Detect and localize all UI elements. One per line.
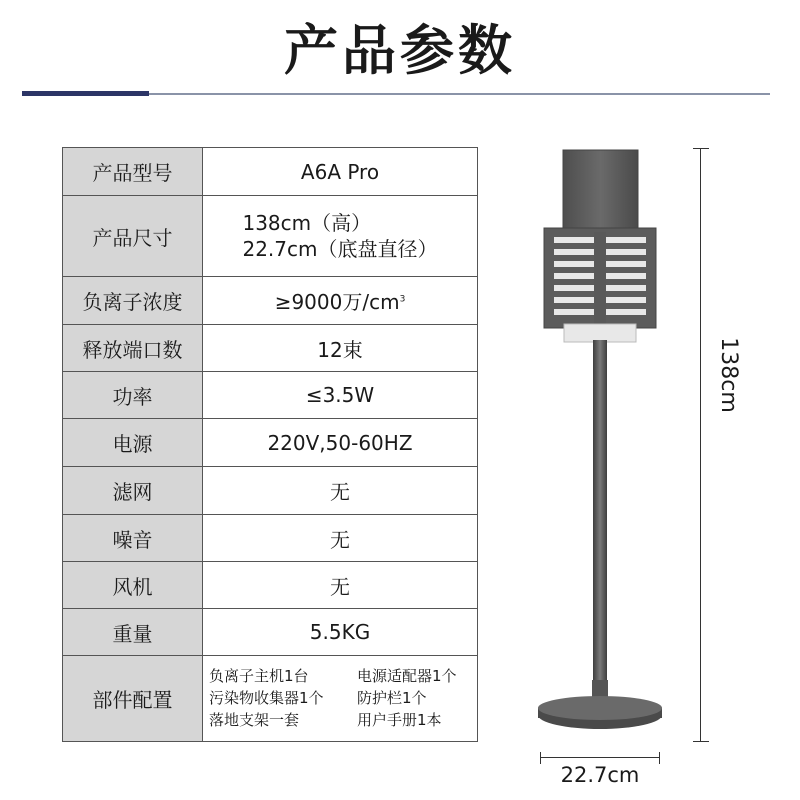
spec-label-model: 产品型号 — [63, 148, 203, 196]
spec-table — [62, 147, 478, 742]
list-item: 负离子主机1台 — [209, 667, 309, 685]
height-dimension-line — [693, 148, 709, 742]
table-row — [63, 467, 478, 515]
lamp-collar — [564, 324, 636, 342]
spec-label-power: 功率 — [63, 372, 203, 419]
table-row — [63, 277, 478, 325]
lamp-cage-spine — [594, 232, 606, 324]
parts-list — [203, 666, 477, 731]
spec-label-noise: 噪音 — [63, 515, 203, 562]
table-row — [63, 562, 478, 609]
table-row — [63, 419, 478, 467]
table-row — [63, 515, 478, 562]
list-item: 污染物收集器1个 — [209, 689, 324, 707]
spec-label-ports: 释放端口数 — [63, 325, 203, 372]
spec-value-supply: 220V,50-60HZ — [203, 419, 478, 467]
table-row — [63, 325, 478, 372]
lamp-pole — [593, 340, 607, 700]
spec-value-size-base: 22.7cm（底盘直径） — [242, 237, 438, 261]
table-row — [63, 609, 478, 656]
spec-value-weight: 5.5KG — [203, 609, 478, 656]
spec-value-ion-text: ≥9000万/cm — [274, 290, 400, 314]
spec-value-model: A6A Pro — [203, 148, 478, 196]
spec-label-filter: 滤网 — [63, 467, 203, 515]
list-item: 落地支架一套 — [209, 711, 300, 729]
spec-value-ports: 12束 — [203, 325, 478, 372]
spec-value-size-height: 138cm（高） — [242, 211, 372, 235]
table-row — [63, 656, 478, 742]
spec-value-filter: 无 — [203, 467, 478, 515]
spec-value-ion — [203, 277, 478, 325]
spec-value-power: ≤3.5W — [203, 372, 478, 419]
spec-label-supply: 电源 — [63, 419, 203, 467]
spec-label-size: 产品尺寸 — [63, 196, 203, 277]
height-dimension-label: 138cm — [716, 337, 741, 413]
spec-label-ion: 负离子浓度 — [63, 277, 203, 325]
table-row — [63, 196, 478, 277]
table-row — [63, 372, 478, 419]
list-item: 电源适配器1个 — [357, 667, 457, 685]
product-lamp-illustration — [520, 140, 680, 740]
spec-label-weight: 重量 — [63, 609, 203, 656]
spec-value-parts — [203, 656, 478, 742]
title-divider-accent — [22, 91, 149, 96]
spec-value-noise: 无 — [203, 515, 478, 562]
spec-value-ion-sup: 3 — [399, 294, 406, 305]
table-row — [63, 148, 478, 196]
base-dimension-label: 22.7cm — [560, 763, 640, 787]
page-title: 产品参数 — [284, 19, 516, 82]
spec-value-fan: 无 — [203, 562, 478, 609]
spec-value-size — [203, 196, 478, 277]
lamp-top-cap — [563, 150, 638, 232]
spec-label-fan: 风机 — [63, 562, 203, 609]
list-item: 用户手册1本 — [357, 711, 442, 729]
list-item: 防护栏1个 — [357, 689, 427, 707]
spec-label-parts: 部件配置 — [63, 656, 203, 742]
